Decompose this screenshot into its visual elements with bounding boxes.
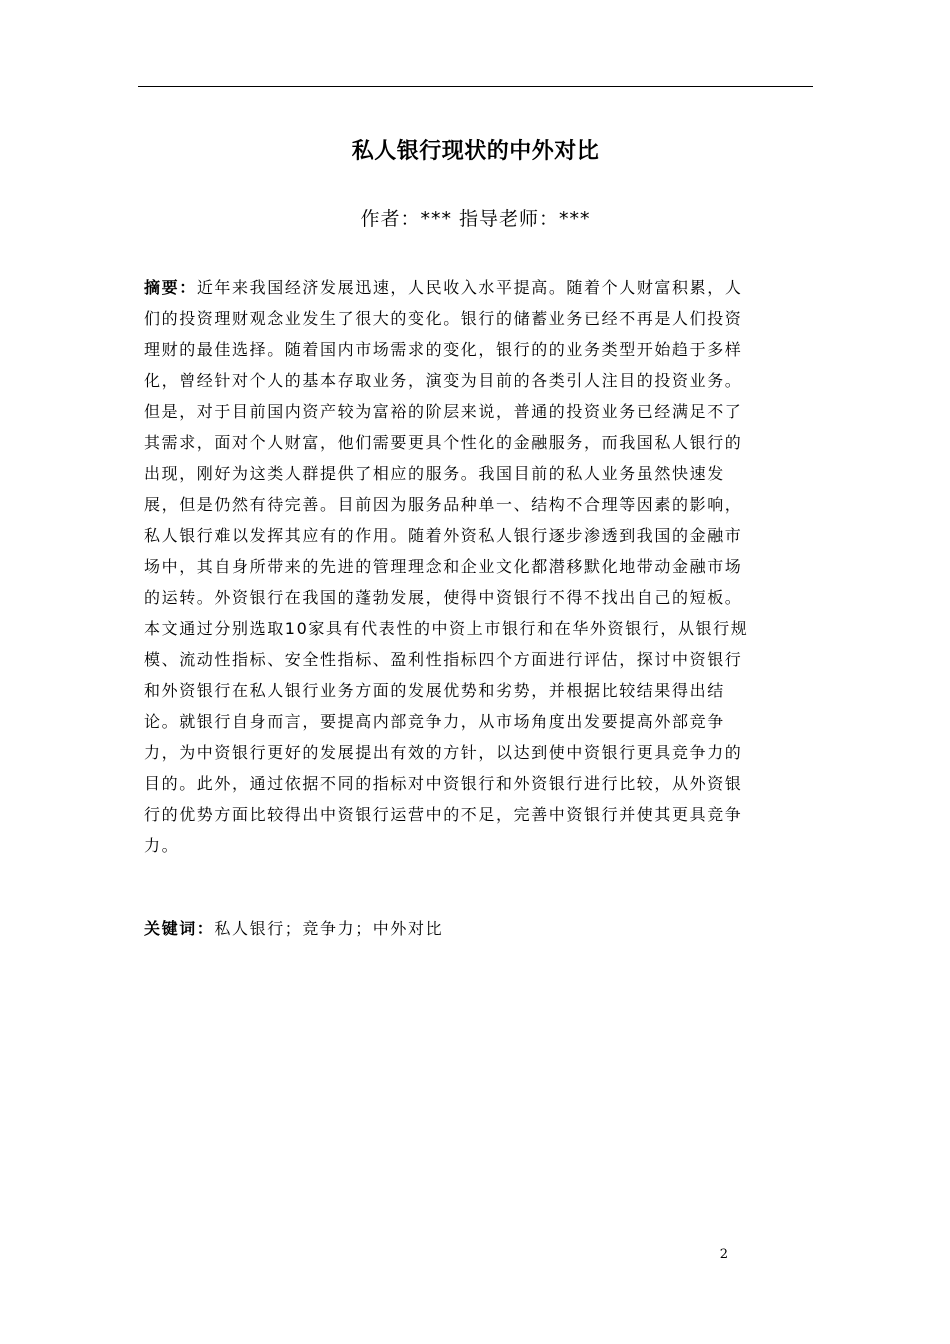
abstract-line-9: 私人银行难以发挥其应有的作用。随着外资私人银行逐步渗透到我国的金融市	[144, 526, 743, 545]
abstract-line-18: 行的优势方面比较得出中资银行运营中的不足，完善中资银行并使其更具竞争	[144, 805, 743, 824]
abstract-line-1: 摘要：近年来我国经济发展迅速，人民收入水平提高。随着个人财富积累，人	[144, 278, 743, 297]
abstract-label: 摘要：	[144, 278, 197, 297]
abstract-line-6: 其需求，面对个人财富，他们需要更具个性化的金融服务，而我国私人银行的	[144, 433, 743, 452]
abstract-line-7: 出现，刚好为这类人群提供了相应的服务。我国目前的私人业务虽然快速发	[144, 464, 725, 483]
abstract-line-13: 模、流动性指标、安全性指标、盈利性指标四个方面进行评估，探讨中资银行	[144, 650, 743, 669]
abstract-line-5: 但是，对于目前国内资产较为富裕的阶层来说，普通的投资业务已经满足不了	[144, 402, 743, 421]
abstract-line-10: 场中，其自身所带来的先进的管理理念和企业文化都潜移默化地带动金融市场	[144, 557, 743, 576]
abstract-line-2: 们的投资理财观念业发生了很大的变化。银行的储蓄业务已经不再是人们投资	[144, 309, 743, 328]
abstract-line-15: 论。就银行自身而言，要提高内部竞争力，从市场角度出发要提高外部竞争	[144, 712, 725, 731]
abstract-line-14: 和外资银行在私人银行业务方面的发展优势和劣势，并根据比较结果得出结	[144, 681, 725, 700]
keywords-text: 私人银行；竞争力；中外对比	[214, 919, 444, 938]
page-number: 2	[719, 1247, 728, 1262]
keywords-label: 关键词：	[144, 919, 215, 938]
abstract-line-8: 展，但是仍然有待完善。目前因为服务品种单一、结构不合理等因素的影响，	[144, 495, 743, 514]
header-rule	[138, 86, 813, 87]
abstract-line-16: 力，为中资银行更好的发展提出有效的方针，以达到使中资银行更具竞争力的	[144, 743, 743, 762]
abstract-paragraph	[144, 272, 808, 861]
abstract-line-3: 理财的最佳选择。随着国内市场需求的变化，银行的的业务类型开始趋于多样	[144, 340, 743, 359]
abstract-line-19: 力。	[144, 836, 180, 855]
abstract-line-4: 化，曾经针对个人的基本存取业务，演变为目前的各类引人注目的投资业务。	[144, 371, 743, 390]
abstract-line-17: 目的。此外，通过依据不同的指标对中资银行和外资银行进行比较，从外资银	[144, 774, 743, 793]
keywords-paragraph	[144, 913, 808, 944]
abstract-line-12: 本文通过分别选取10家具有代表性的中资上市银行和在华外资银行，从银行规	[144, 619, 749, 638]
author-byline: 作者：*** 指导老师：***	[360, 208, 591, 230]
abstract-line-11: 的运转。外资银行在我国的蓬勃发展，使得中资银行不得不找出自己的短板。	[144, 588, 743, 607]
paper-title: 私人银行现状的中外对比	[351, 139, 600, 164]
